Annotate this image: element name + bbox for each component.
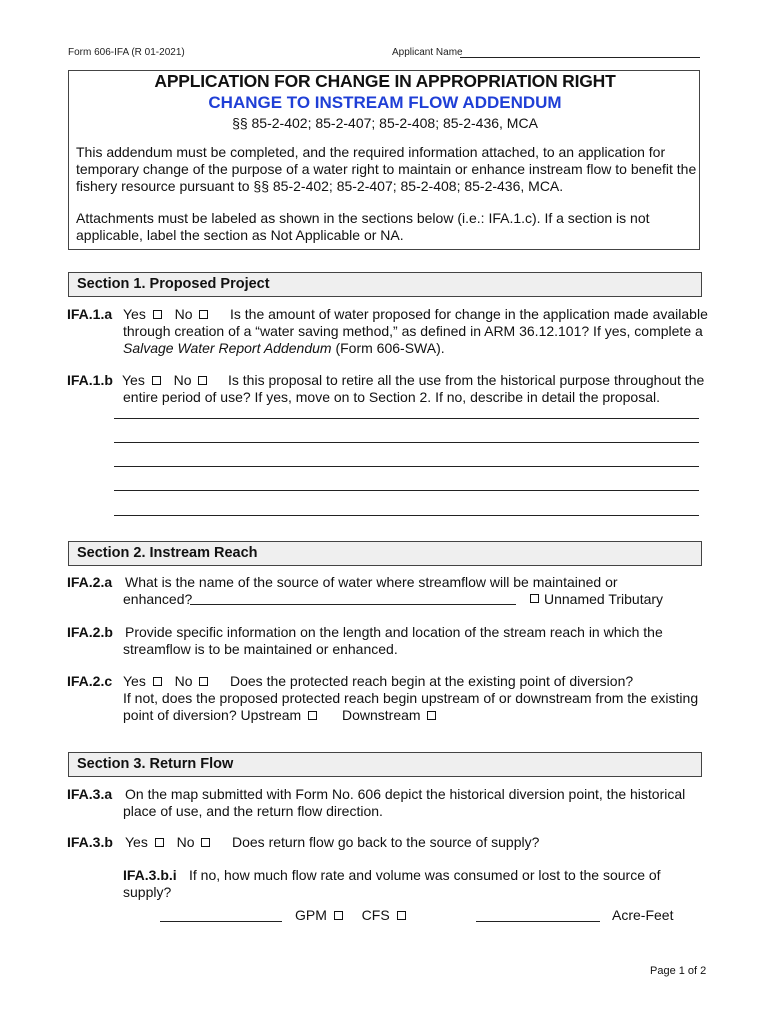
ifa-2c-question-3 xyxy=(123,707,439,724)
ifa-2c-label: IFA.2.c xyxy=(67,673,113,689)
ifa-1a-no-checkbox[interactable] xyxy=(199,310,208,319)
gpm-checkbox[interactable] xyxy=(334,911,343,920)
no-label: No xyxy=(174,306,193,322)
ifa-1b-answer-line-2[interactable] xyxy=(114,442,699,443)
ifa-1b-no-checkbox[interactable] xyxy=(198,376,207,385)
swr-addendum-name: Salvage Water Report Addendum xyxy=(123,340,332,356)
ifa-2a-question-1: What is the name of the source of water where streamflow will be maintained or xyxy=(125,574,618,590)
ifa-3b-label: IFA.3.b xyxy=(67,834,113,850)
ifa-1b-yes-checkbox[interactable] xyxy=(152,376,161,385)
yes-label: Yes xyxy=(123,673,146,689)
yes-label: Yes xyxy=(125,834,148,850)
intro-line-2: temporary change of the purpose of a water right to maintain or enhance instream flow to benefit the xyxy=(76,161,697,177)
ifa-2b-question-1: Provide specific information on the length and location of the stream reach in which the xyxy=(125,624,663,640)
ifa-2c-no-checkbox[interactable] xyxy=(199,677,208,686)
ifa-3b-options xyxy=(125,834,213,851)
cfs-label: CFS xyxy=(361,907,390,923)
ifa-1a-yes-checkbox[interactable] xyxy=(153,310,162,319)
ifa-1a-label: IFA.1.a xyxy=(67,306,113,322)
ifa-2c-question-1: Does the protected reach begin at the existing point of diversion? xyxy=(230,673,634,689)
ifa-1a-options xyxy=(123,306,211,323)
cfs-checkbox[interactable] xyxy=(397,911,406,920)
no-label: No xyxy=(176,834,195,850)
ifa-3a-label: IFA.3.a xyxy=(67,786,113,802)
downstream-label: Downstream xyxy=(341,707,421,723)
flow-rate-field[interactable] xyxy=(160,921,282,922)
yes-label: Yes xyxy=(122,372,145,388)
ifa-2b-question-2: streamflow is to be maintained or enhanced. xyxy=(123,641,398,657)
page-subtitle: CHANGE TO INSTREAM FLOW ADDENDUM xyxy=(208,93,562,112)
ifa-1b-answer-line-4[interactable] xyxy=(114,490,699,491)
attachments-line-1: Attachments must be labeled as shown in the sections below (i.e.: IFA.1.c). If a section is not xyxy=(76,210,650,226)
ifa-3b-question: Does return flow go back to the source of supply? xyxy=(232,834,540,850)
applicant-name-label: Applicant Name xyxy=(392,47,463,58)
ifa-1b-label: IFA.1.b xyxy=(67,372,113,388)
ifa-1b-answer-line-3[interactable] xyxy=(114,466,699,467)
ifa-1b-question-2: entire period of use? If yes, move on to Section 2. If no, describe in detail the proposal. xyxy=(123,389,660,405)
ifa-1b-answer-line-1[interactable] xyxy=(114,418,699,419)
ifa-3b-no-checkbox[interactable] xyxy=(201,838,210,847)
downstream-checkbox[interactable] xyxy=(427,711,436,720)
ifa-3b-yes-checkbox[interactable] xyxy=(155,838,164,847)
intro-line-3: fishery resource pursuant to §§ 85-2-402; 85-2-407; 85-2-408; 85-2-436, MCA. xyxy=(76,178,564,194)
ifa-2c-yes-checkbox[interactable] xyxy=(153,677,162,686)
ifa-3bi-question-1: If no, how much flow rate and volume was consumed or lost to the source of xyxy=(189,867,661,883)
ifa-1b-answer-line-5[interactable] xyxy=(114,515,699,516)
no-label: No xyxy=(173,372,192,388)
ifa-1b-options xyxy=(122,372,210,389)
page-title: APPLICATION FOR CHANGE IN APPROPRIATION RIGHT xyxy=(154,71,616,91)
ifa-1b-question-1: Is this proposal to retire all the use from the historical purpose throughout the xyxy=(228,372,705,388)
ifa-1a-question-1: Is the amount of water proposed for change in the application made available xyxy=(230,306,708,322)
ifa-2a-question-2: enhanced? xyxy=(123,591,193,607)
flow-units xyxy=(295,907,409,924)
intro-line-1: This addendum must be completed, and the required information attached, to an application for xyxy=(76,144,666,160)
no-label: No xyxy=(174,673,193,689)
acre-feet-label: Acre-Feet xyxy=(612,907,674,923)
volume-field[interactable] xyxy=(476,921,600,922)
gpm-label: GPM xyxy=(295,907,327,923)
upstream-label: point of diversion? Upstream xyxy=(123,707,302,723)
ifa-3a-question-2: place of use, and the return flow direction. xyxy=(123,803,383,819)
source-name-field[interactable] xyxy=(190,604,516,605)
statute-citation: §§ 85-2-402; 85-2-407; 85-2-408; 85-2-436, MCA xyxy=(232,115,538,131)
section-3-header: Section 3. Return Flow xyxy=(68,752,702,777)
ifa-3a-question-1: On the map submitted with Form No. 606 depict the historical diversion point, the historical xyxy=(125,786,686,802)
ifa-1a-question-3 xyxy=(123,340,445,357)
applicant-name-field[interactable] xyxy=(460,57,700,58)
ifa-3bi-question-2: supply? xyxy=(123,884,172,900)
unnamed-tributary-checkbox[interactable] xyxy=(530,594,539,603)
ifa-2c-options xyxy=(123,673,211,690)
swr-form-number: (Form 606-SWA). xyxy=(331,340,445,356)
ifa-2a-label: IFA.2.a xyxy=(67,574,113,590)
ifa-1a-question-2: through creation of a “water saving method,” as defined in ARM 36.12.101? If yes, complete a xyxy=(123,323,703,339)
unnamed-tributary-label: Unnamed Tributary xyxy=(544,591,664,607)
ifa-3bi-label: IFA.3.b.i xyxy=(123,867,177,883)
ifa-2b-label: IFA.2.b xyxy=(67,624,113,640)
page-number: Page 1 of 2 xyxy=(650,965,707,977)
form-id: Form 606-IFA (R 01-2021) xyxy=(68,47,185,58)
attachments-line-2: applicable, label the section as Not Applicable or NA. xyxy=(76,227,404,243)
ifa-2c-question-2: If not, does the proposed protected reach begin upstream of or downstream from the existing xyxy=(123,690,699,706)
section-2-header: Section 2. Instream Reach xyxy=(68,541,702,566)
section-1-header: Section 1. Proposed Project xyxy=(68,272,702,297)
upstream-checkbox[interactable] xyxy=(308,711,317,720)
yes-label: Yes xyxy=(123,306,146,322)
